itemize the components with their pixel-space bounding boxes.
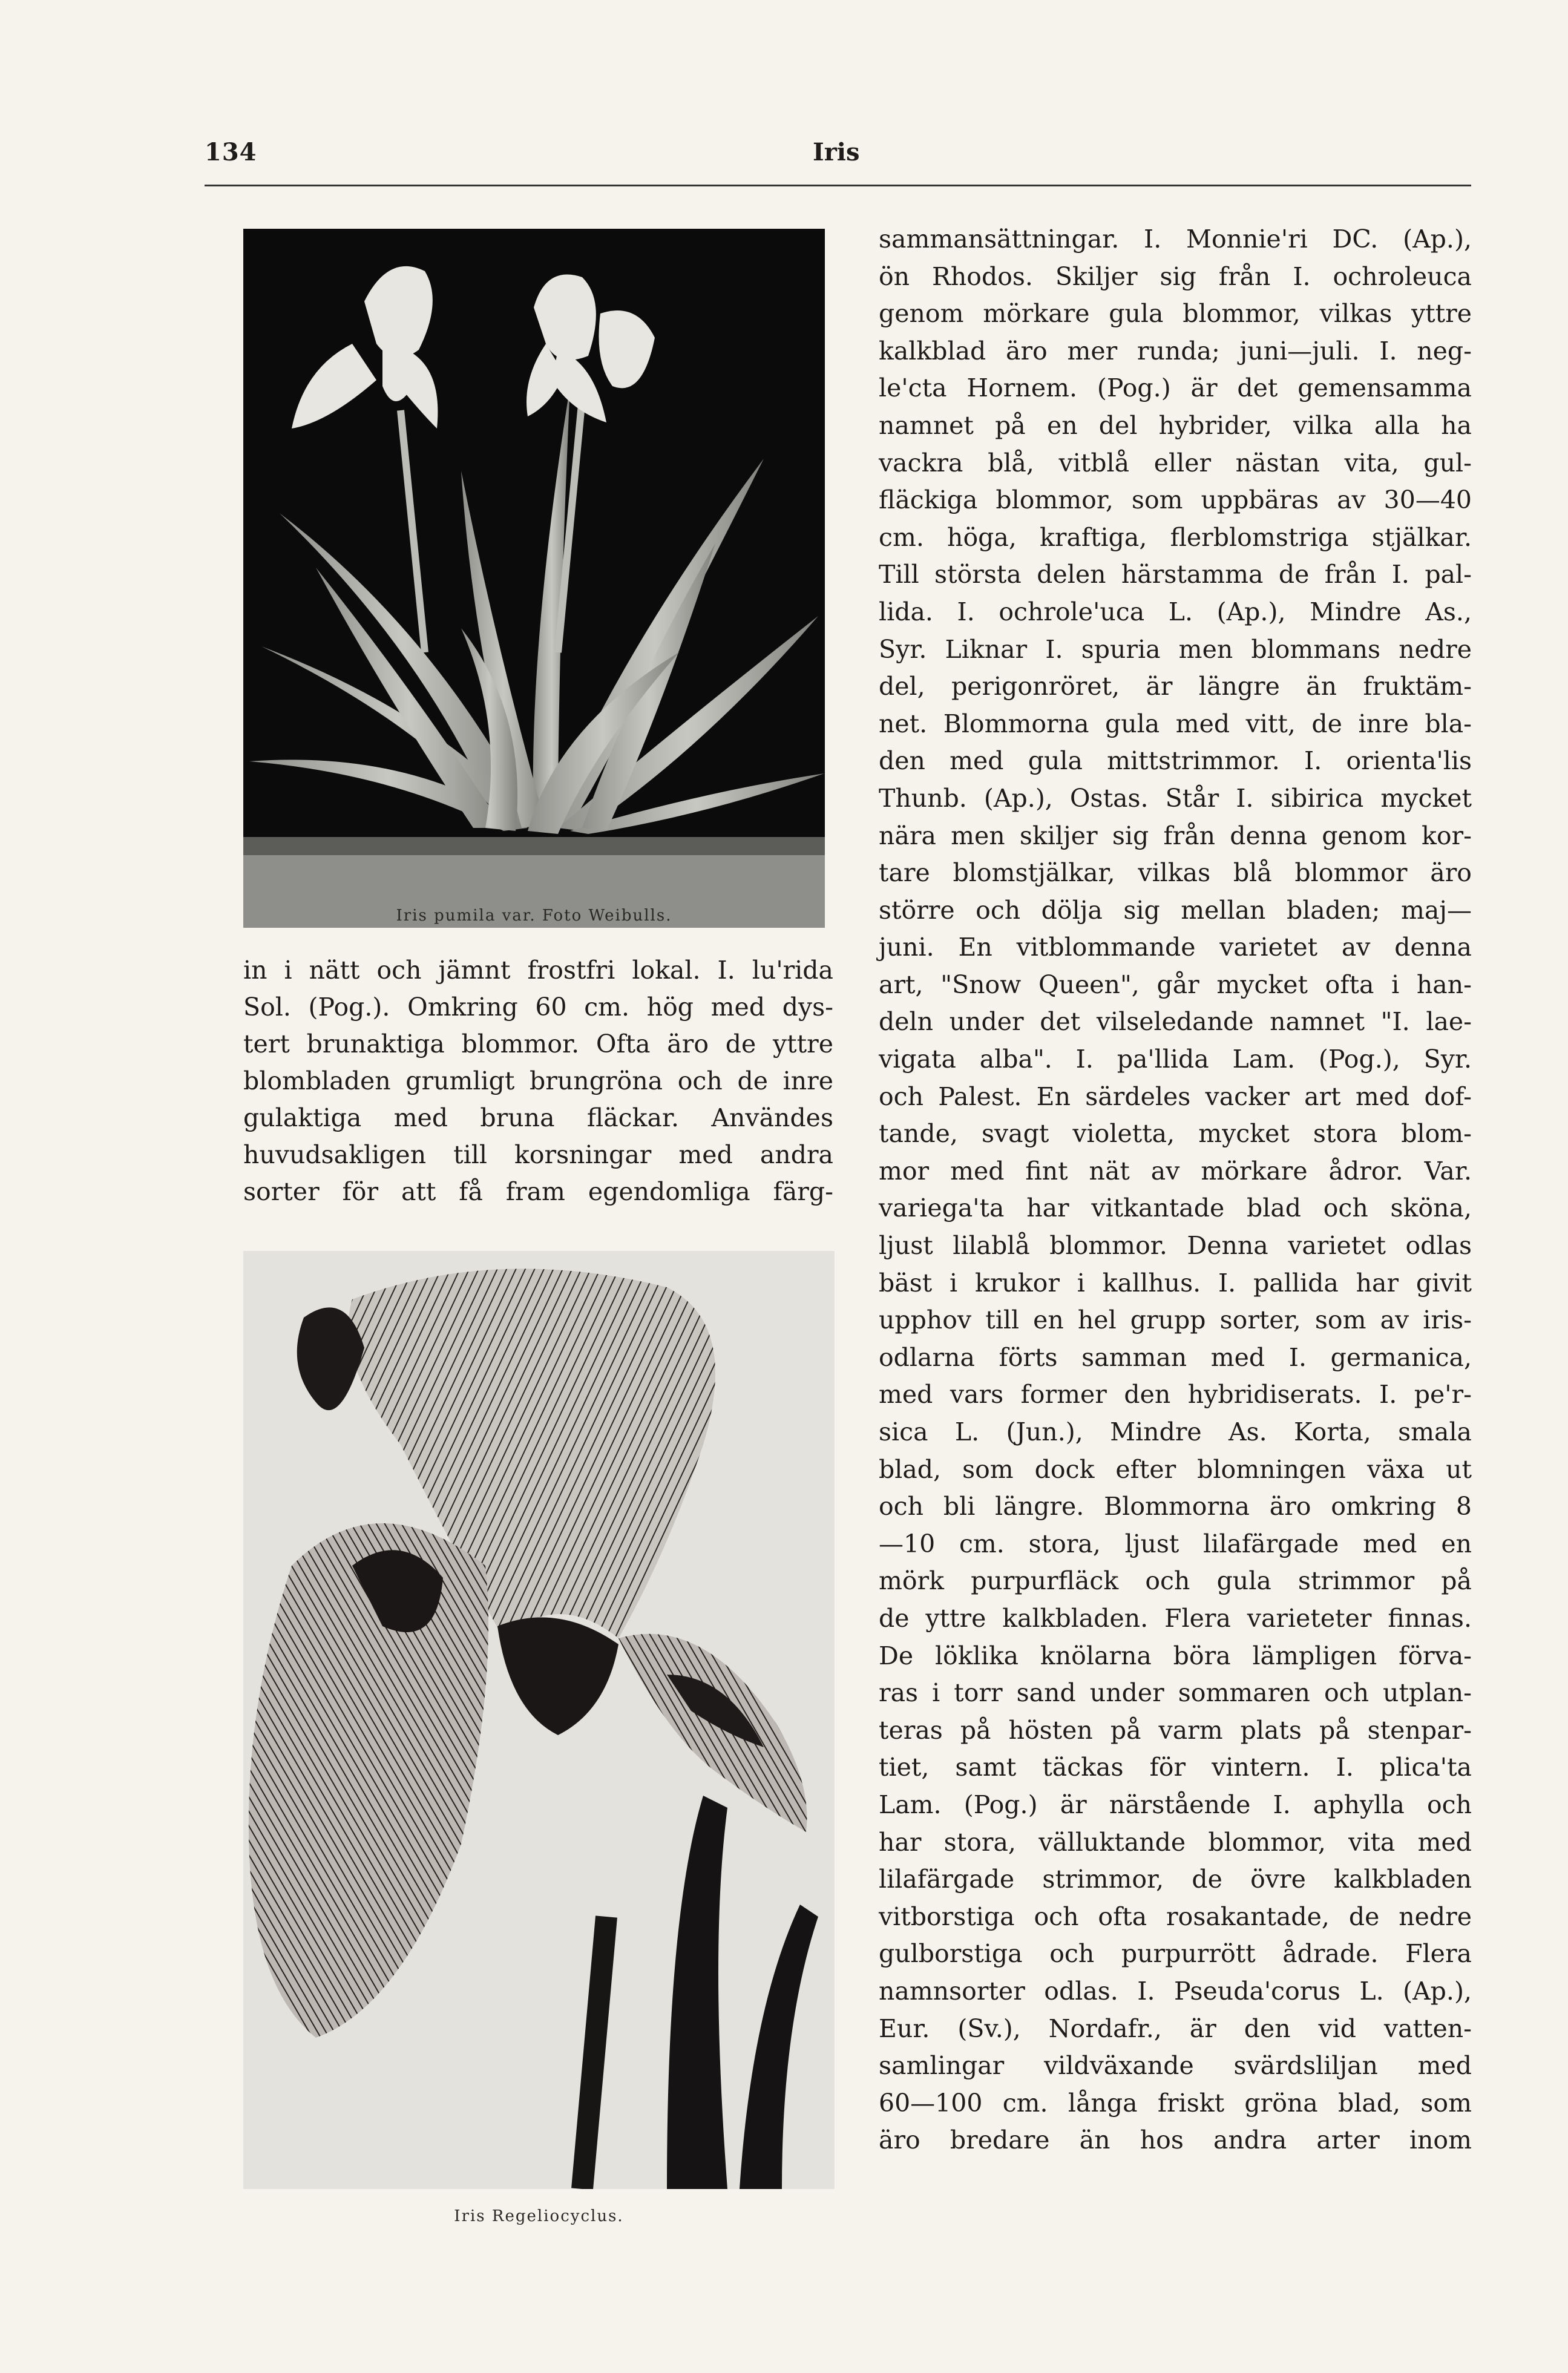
text-line: lilafärgade strimmor, de övre kalkbladen [879,1865,1472,1894]
text-line: Syr. Liknar I. spuria men blommans nedre [879,634,1472,664]
text-line: mor med fint nät av mörkare ådror. Var. [879,1156,1472,1186]
text-line: namnsorter odlas. I. Pseuda'corus L. (Ap.), [879,1976,1472,2006]
text-line: sica L. (Jun.), Mindre As. Korta, smala [879,1417,1472,1446]
text-line: större och dölja sig mellan bladen; maj— [879,895,1472,925]
text-line: Till största delen härstamma de från I. pal- [879,560,1472,589]
text-line: och bli längre. Blommorna äro omkring 8 [879,1492,1472,1521]
text-line: sammansättningar. I. Monnie'ri DC. (Ap.), [879,225,1472,254]
text-line: huvudsakligen till korsningar med andra [243,1140,833,1169]
text-line: sorter för att få fram egendomliga färg- [243,1177,833,1206]
text-line: mörk purpurfläck och gula strimmor på [879,1566,1472,1596]
text-line: art, "Snow Queen", går mycket ofta i han- [879,970,1472,999]
text-line: Lam. (Pog.) är närstående I. aphylla och [879,1790,1472,1819]
text-line: tert brunaktiga blommor. Ofta äro de yttre [243,1029,833,1058]
text-line: teras på hösten på varm plats på stenpar- [879,1715,1472,1745]
text-line: lida. I. ochrole'uca L. (Ap.), Mindre As., [879,597,1472,626]
text-line: namnet på en del hybrider, vilka alla ha [879,410,1472,440]
photo-iris-pumila [243,229,825,928]
text-line: deln under det vilseledande namnet "I. lae- [879,1007,1472,1037]
right-column-text [879,221,1472,2159]
photo-iris-regeliocyclus [243,1251,835,2189]
text-line: juni. En vitblommande varietet av denna [879,933,1472,962]
text-line: ljust lilablå blommor. Denna varietet odlas [879,1231,1472,1261]
header-rule [205,185,1471,186]
text-line: genom mörkare gula blommor, vilkas yttre [879,299,1472,329]
text-line: 60—100 cm. långa friskt gröna blad, som [879,2088,1472,2118]
text-line: bäst i krukor i kallhus. I. pallida har givit [879,1268,1472,1298]
text-line: kalkblad äro mer runda; juni—juli. I. neg- [879,336,1472,366]
text-line: Eur. (Sv.), Nordafr., är den vid vatten- [879,2014,1472,2043]
text-line: gulaktiga med bruna fläckar. Användes [243,1103,833,1132]
text-line: —10 cm. stora, ljust lilafärgade med en [879,1529,1472,1558]
text-line: Sol. (Pog.). Omkring 60 cm. hög med dys- [243,993,833,1022]
text-line: de yttre kalkbladen. Flera varieteter finnas. [879,1603,1472,1633]
text-line: del, perigonröret, är längre än fruktäm- [879,672,1472,701]
running-head: Iris [813,138,860,166]
text-line: le'cta Hornem. (Pog.) är det gemensamma [879,373,1472,403]
text-line: in i nätt och jämnt frostfri lokal. I. lu'rida [243,956,833,985]
text-line: odlarna förts samman med I. germanica, [879,1342,1472,1372]
text-line: har stora, välluktande blommor, vita med [879,1827,1472,1857]
text-line: äro bredare än hos andra arter inom [879,2125,1472,2155]
text-line: nära men skiljer sig från denna genom kor- [879,821,1472,850]
text-line: blombladen grumligt brungröna och de inre [243,1066,833,1095]
text-line: blad, som dock efter blomningen växa ut [879,1454,1472,1484]
text-line: tare blomstjälkar, vilkas blå blommor äro [879,858,1472,888]
text-line: samlingar vildväxande svärdsliljan med [879,2051,1472,2081]
text-line: De löklika knölarna böra lämpligen förva- [879,1641,1472,1670]
text-line: tande, svagt violetta, mycket stora blom- [879,1119,1472,1149]
page-number: 134 [205,138,257,166]
text-line: variega'ta har vitkantade blad och sköna, [879,1193,1472,1223]
text-line: vigata alba". I. pa'llida Lam. (Pog.), Syr. [879,1045,1472,1074]
text-line: ras i torr sand under sommaren och utplan- [879,1678,1472,1708]
text-line: vitborstiga och ofta rosakantade, de nedre [879,1902,1472,1931]
text-line: gulborstiga och purpurrött ådrade. Flera [879,1939,1472,1969]
text-line: och Palest. En särdeles vacker art med dof- [879,1081,1472,1111]
text-line: fläckiga blommor, som uppbäras av 30—40 [879,485,1472,515]
text-line: Thunb. (Ap.), Ostas. Står I. sibirica mycket [879,783,1472,813]
text-line: med vars former den hybridiserats. I. pe'r- [879,1380,1472,1410]
text-line: net. Blommorna gula med vitt, de inre bla- [879,709,1472,738]
text-line: ön Rhodos. Skiljer sig från I. ochroleuca [879,261,1472,291]
text-line: tiet, samt täckas för vintern. I. plica'ta [879,1753,1472,1782]
left-column-text [243,952,833,1210]
figure-caption-2: Iris Regeliocyclus. [454,2207,624,2225]
text-line: upphov till en hel grupp sorter, som av iris- [879,1305,1472,1335]
text-line: den med gula mittstrimmor. I. orienta'lis [879,746,1472,776]
text-line: vackra blå, vitblå eller nästan vita, gul- [879,448,1472,478]
figure-caption-1: Iris pumila var. Foto Weibulls. [396,907,672,925]
text-line: cm. höga, kraftiga, flerblomstriga stjälkar. [879,522,1472,552]
